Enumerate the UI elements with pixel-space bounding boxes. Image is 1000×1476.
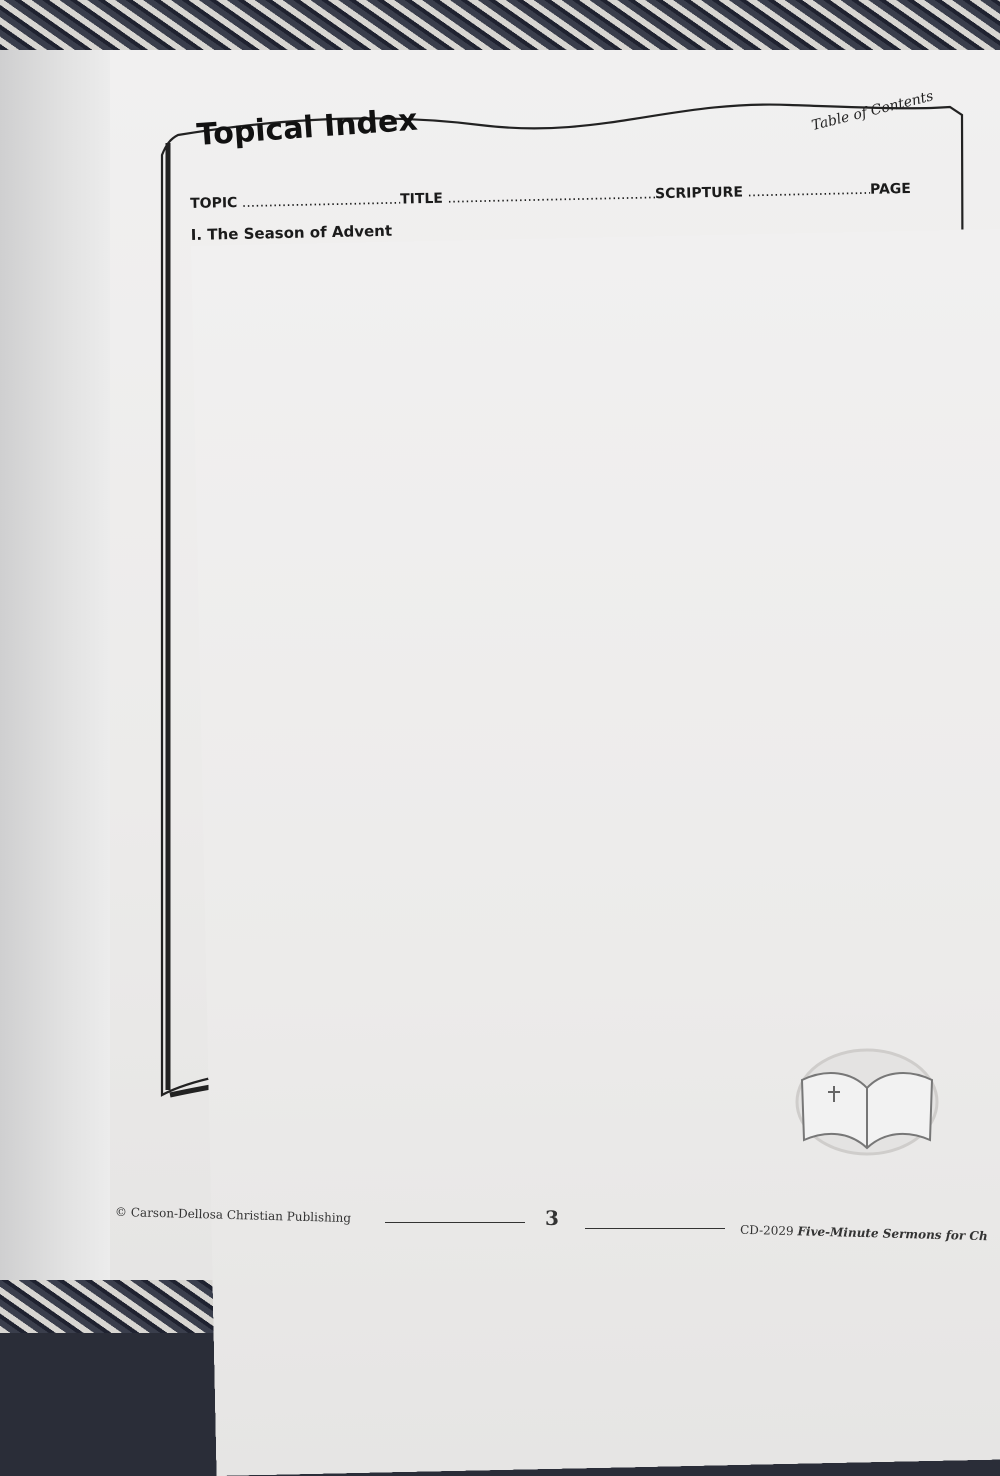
open-bible-icon bbox=[792, 1040, 942, 1160]
row-page bbox=[191, 225, 1000, 1476]
sections-list bbox=[191, 210, 947, 990]
product-code: CD-2029 bbox=[739, 1222, 794, 1239]
copyright: © Carson-Dellosa Christian Publishing bbox=[114, 1204, 352, 1226]
section-title: I. The Season of Advent bbox=[190, 221, 393, 244]
page-number: 3 bbox=[545, 1206, 559, 1230]
page-footer bbox=[114, 1200, 1000, 1244]
index-section bbox=[203, 787, 947, 990]
header-title: TITLE ..... bbox=[400, 186, 655, 207]
footer-rule-left bbox=[385, 1222, 525, 1223]
page-gutter bbox=[0, 50, 110, 1280]
header-scripture: SCRIPTURE ..... bbox=[655, 182, 870, 202]
index-content bbox=[190, 181, 947, 1005]
product-title: Five-Minute Sermons for Ch bbox=[797, 1224, 988, 1244]
header-topic: TOPIC ..... bbox=[190, 192, 400, 212]
index-row[interactable] bbox=[206, 954, 946, 990]
table-of-contents-tag[interactable]: Table of Contents bbox=[810, 88, 936, 134]
header-page: PAGE bbox=[869, 180, 912, 198]
page-title: Topical Index bbox=[195, 102, 419, 153]
footer-rule-right bbox=[585, 1228, 725, 1229]
